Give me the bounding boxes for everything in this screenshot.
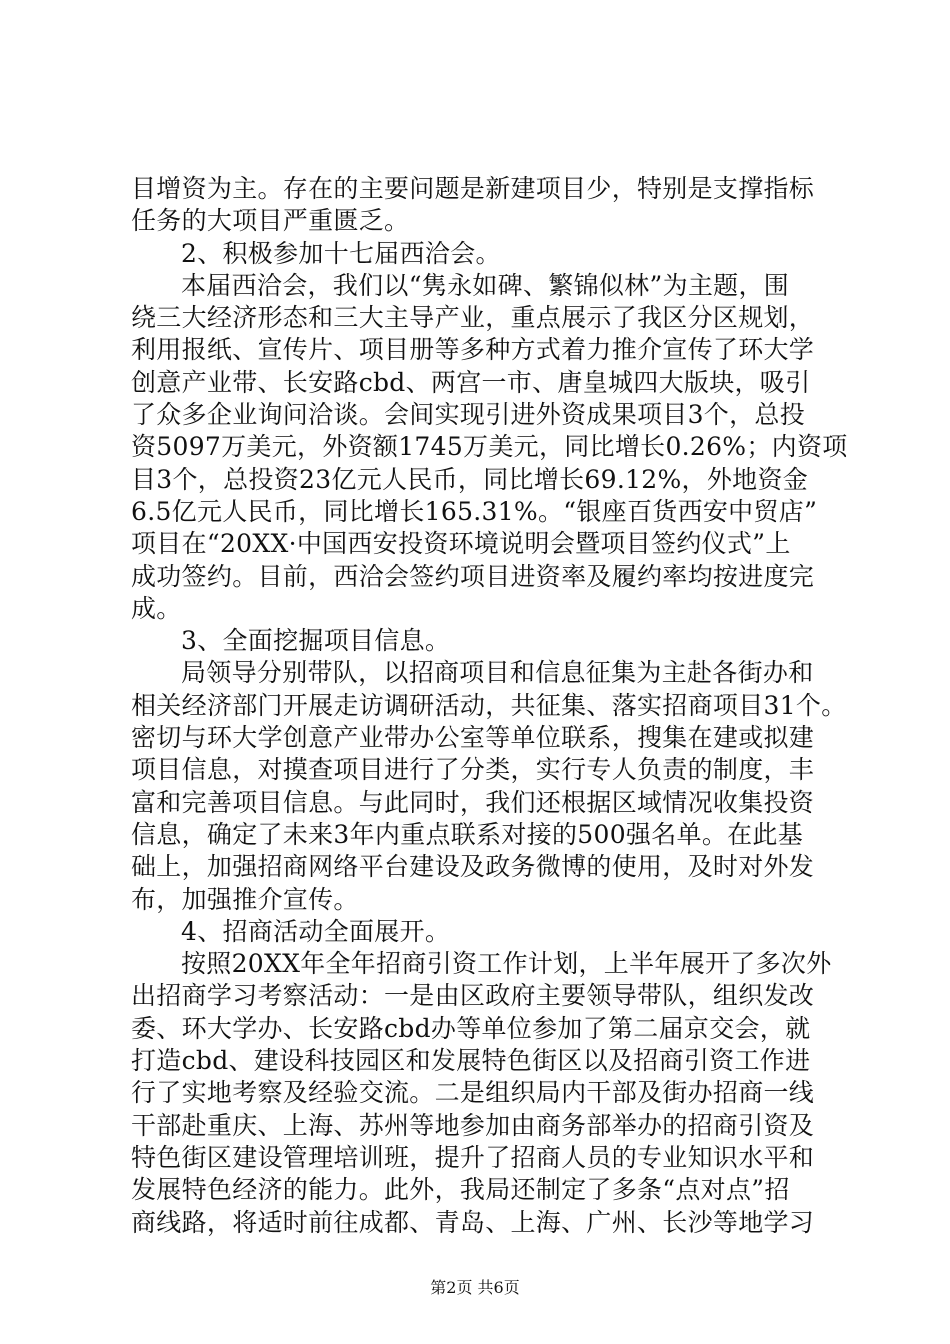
document-body (131, 173, 851, 1239)
text-line: 密切与环大学创意产业带办公室等单位联系，搜集在建或拟建 (131, 723, 815, 753)
text-line: 成。 (131, 593, 182, 623)
text-line: 利用报纸、宣传片、项目册等多种方式着力推介宣传了环大学 (131, 335, 815, 365)
text-line: 绕三大经济形态和三大主导产业，重点展示了我区分区规划， (131, 303, 815, 333)
text-line: 相关经济部门开展走访调研活动，共征集、落实招商项目31个。 (131, 690, 847, 720)
text-line: 目3个，总投资23亿元人民币，同比增长69.12%，外地资金 (131, 464, 809, 494)
text-line: 行了实地考察及经验交流。二是组织局内干部及街办招商一线 (131, 1078, 815, 1108)
text-line: 打造cbd、建设科技园区和发展特色街区以及招商引资工作进 (131, 1046, 811, 1076)
text-line: 6.5亿元人民币，同比增长165.31%。“银座百货西安中贸店” (131, 496, 818, 526)
text-line: 础上，加强招商网络平台建设及政务微博的使用，及时对外发 (131, 852, 815, 882)
text-line: 项目在“20XX·中国西安投资环境说明会暨项目签约仪式”上 (131, 529, 791, 559)
paragraph-first-line: 局领导分别带队，以招商项目和信息征集为主赴各街办和 (181, 658, 814, 688)
section-heading: 3、全面挖掘项目信息。 (181, 626, 451, 656)
text-line: 任务的大项目严重匮乏。 (131, 206, 410, 236)
text-line: 富和完善项目信息。与此同时，我们还根据区域情况收集投资 (131, 787, 815, 817)
paragraph-first-line: 本届西洽会，我们以“隽永如碑、繁锦似林”为主题，围 (181, 270, 790, 300)
text-line: 创意产业带、长安路cbd、两宫一市、唐皇城四大版块，吸引 (131, 367, 811, 397)
text-line: 布，加强推介宣传。 (131, 884, 359, 914)
text-line: 发展特色经济的能力。此外，我局还制定了多条“点对点”招 (131, 1175, 790, 1205)
text-line: 了众多企业询问洽谈。会间实现引进外资成果项目3个，总投 (131, 400, 806, 430)
text-line: 项目信息，对摸查项目进行了分类，实行专人负责的制度，丰 (131, 755, 815, 785)
section-heading: 4、招商活动全面展开。 (181, 916, 451, 946)
text-line: 委、环大学办、长安路cbd办等单位参加了第二届京交会，就 (131, 1013, 811, 1043)
text-line: 商线路，将适时前往成都、青岛、上海、广州、长沙等地学习 (131, 1207, 815, 1237)
text-line: 信息，确定了未来3年内重点联系对接的500强名单。在此基 (131, 819, 804, 849)
paragraph-first-line: 按照20XX年全年招商引资工作计划，上半年展开了多次外 (181, 949, 832, 979)
text-line: 干部赴重庆、上海、苏州等地参加由商务部举办的招商引资及 (131, 1110, 815, 1140)
text-line: 目增资为主。存在的主要问题是新建项目少，特别是支撑指标 (131, 174, 815, 203)
page-number-footer: 第2页 共6页 (430, 1278, 520, 1297)
text-line: 资5097万美元，外资额1745万美元，同比增长0.26%；内资项 (131, 432, 848, 462)
text-line: 成功签约。目前，西洽会签约项目进资率及履约率均按进度完 (131, 561, 815, 591)
text-line: 出招商学习考察活动：一是由区政府主要领导带队，组织发改 (131, 981, 815, 1011)
section-heading: 2、积极参加十七届西洽会。 (181, 238, 501, 268)
text-line: 特色街区建设管理培训班，提升了招商人员的专业知识水平和 (131, 1142, 815, 1172)
